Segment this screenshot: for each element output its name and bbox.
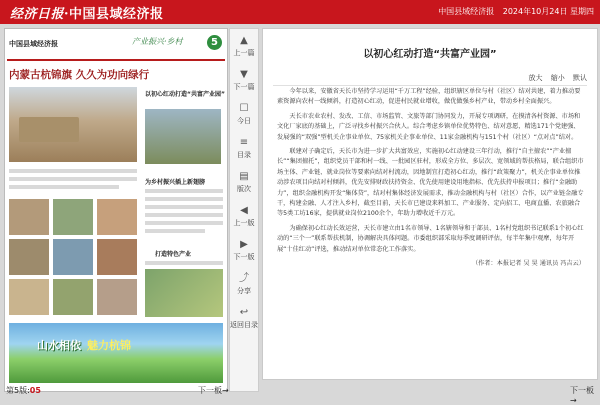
masthead-paper-name: 中国县域经济报 bbox=[9, 40, 58, 48]
nav-prev-article[interactable]: ▲ 上一篇 bbox=[233, 35, 255, 57]
zoom-in-button[interactable]: 放大 bbox=[528, 74, 543, 82]
lead-headline[interactable]: 内蒙古杭锦旗 久久为功向绿行 bbox=[9, 69, 150, 81]
next-page-link-left[interactable]: 下一板→ bbox=[198, 386, 229, 395]
nav-contents[interactable]: ≡ 目录 bbox=[237, 137, 251, 159]
photo-grid bbox=[9, 199, 139, 317]
article-paragraph: 天长市农业农村、发改、工信、市场监管、文旅等部门协同发力，开展专项调研，在摸清各村资源、市场和文化厂家底的基础上，广泛寻找乡村振兴合伙人。综合考虑乡镇单位优势特色、结对意愿，精选171个党建强、发展强的“双强”型机关企事业单位、75家机关企事业单位、11家金融机构与151个村（社区）“点对点”结对。 bbox=[277, 112, 581, 141]
article-author: （作者：本报记者 吴 昊 通讯员 冯吉云） bbox=[471, 260, 585, 268]
lead-photo[interactable] bbox=[9, 87, 137, 162]
article-body bbox=[277, 87, 585, 274]
banner-text-1: 山水相依 bbox=[37, 339, 81, 352]
header-paper-label: 中国县域经济报 bbox=[438, 7, 495, 16]
top-header bbox=[0, 0, 600, 24]
article-title: 以初心红动打造“共富产业园” bbox=[363, 49, 497, 60]
prev-page-icon: ◀ bbox=[240, 205, 248, 216]
list-icon: ≡ bbox=[239, 137, 249, 148]
logo-script: 经济日报 bbox=[10, 7, 65, 22]
arrow-down-icon: ▼ bbox=[240, 69, 248, 80]
logo-name: 中国县域经济报 bbox=[69, 7, 164, 22]
site-logo[interactable]: 经济日报·中国县域经济报 bbox=[10, 7, 164, 22]
zoom-out-button[interactable]: 缩小 bbox=[550, 74, 565, 82]
second-photo bbox=[145, 109, 221, 164]
nav-today[interactable]: ☐ 今日 bbox=[237, 103, 251, 125]
calendar-icon: ☐ bbox=[239, 103, 249, 114]
next-page-link-right[interactable]: 下一板→ bbox=[570, 386, 594, 405]
arrow-up-icon: ▲ bbox=[240, 35, 248, 46]
zoom-default-button[interactable]: 默认 bbox=[573, 74, 587, 82]
third-photo bbox=[145, 269, 223, 317]
header-info bbox=[432, 6, 594, 17]
article-paragraph: 联建对子确定后，天长市为进一步扩大共富效应，实施初心红动建设三年行动，推行“自主擅农”“产业擅长”“集团擅托”，组织党员干部和村一线、一批园区驻村，形成全方位、多层次、宽领域的帮扶格局，联合组织市场主体、产业链、就业岗位等要素向结对村流动，因地制宜打造初心红动，推行“政策聚力”，机关企事业单位推动涉农项目向结对村倾斜，优先安排财政扶持资金、优先使用建设用地指标、优先扶持申报项目；推行“金融助力”，组织金融机构开发“集体贷”，结对村集体经济发展需求，推动金融机构与村（社区）合作，以产业链金融专干，构建金融、人才注入乡村，截至目前，天长市已建设来料加工、产业服务、定向招工、电商直播、农旅融合等5类工坊16家，提供就业岗位2100余个，年助力增收近千万元。 bbox=[277, 148, 584, 218]
page-number: 05 bbox=[29, 386, 41, 395]
nav-share[interactable]: ⤴ 分享 bbox=[237, 273, 251, 295]
next-page-icon: ▶ bbox=[240, 239, 248, 250]
nav-next-article[interactable]: ▼ 下一篇 bbox=[233, 69, 255, 91]
masthead-script-title: 产业振兴·乡村 bbox=[132, 37, 183, 46]
page-badge: 5 bbox=[207, 35, 222, 50]
article-paragraph: 为确保初心红动长效运营，天长市建立由1名市领导、1名辖领导和于部员、1名村党组织书记联系1个初心红动的“三个一”联系帮扶机制，协调解决具体问题。市委组织部采取每季度调研评估，每半年集中观摩，每年开展“十佳红动”评选，推动结对单位常态化工作落实。 bbox=[277, 224, 584, 253]
nav-next-page[interactable]: ▶ 下一版 bbox=[233, 239, 255, 261]
page-masthead bbox=[7, 31, 225, 61]
pages-icon: ▤ bbox=[239, 171, 249, 182]
nav-editions[interactable]: ▤ 版次 bbox=[237, 171, 251, 193]
article-panel bbox=[262, 28, 598, 380]
side-navigation bbox=[229, 28, 259, 392]
divider bbox=[273, 85, 587, 86]
second-article-title[interactable]: 以初心红动打造“共富产业园” bbox=[145, 91, 225, 98]
header-date: 2024年10月24日 星期四 bbox=[502, 7, 594, 16]
nav-prev-page[interactable]: ◀ 上一版 bbox=[233, 205, 255, 227]
banner-text-2: 魅力杭锦 bbox=[87, 339, 131, 352]
share-icon: ⤴ bbox=[239, 273, 249, 284]
back-icon: ↩ bbox=[239, 307, 249, 318]
font-size-tools bbox=[523, 73, 587, 83]
page-number-label: 第5版:05 bbox=[6, 386, 41, 395]
article-paragraph: 今年以来，安徽省天长市坚持学习运用“千万工程”经验，组织辖区单位与村（社区）结对共建，着力推动要素资源向农村一线倾斜，打造初心红动，促进村民就业增收，做优做强乡村产业，带动乡村全面振兴。 bbox=[277, 88, 581, 106]
sub-heading-2[interactable]: 打造特色产业 bbox=[155, 251, 192, 258]
newspaper-page-preview[interactable] bbox=[4, 28, 228, 392]
sub-heading-1[interactable]: 为乡村振兴插上新翅膀 bbox=[145, 179, 206, 186]
bottom-banner-ad[interactable] bbox=[9, 323, 223, 383]
nav-back-contents[interactable]: ↩ 返回目录 bbox=[230, 307, 258, 329]
